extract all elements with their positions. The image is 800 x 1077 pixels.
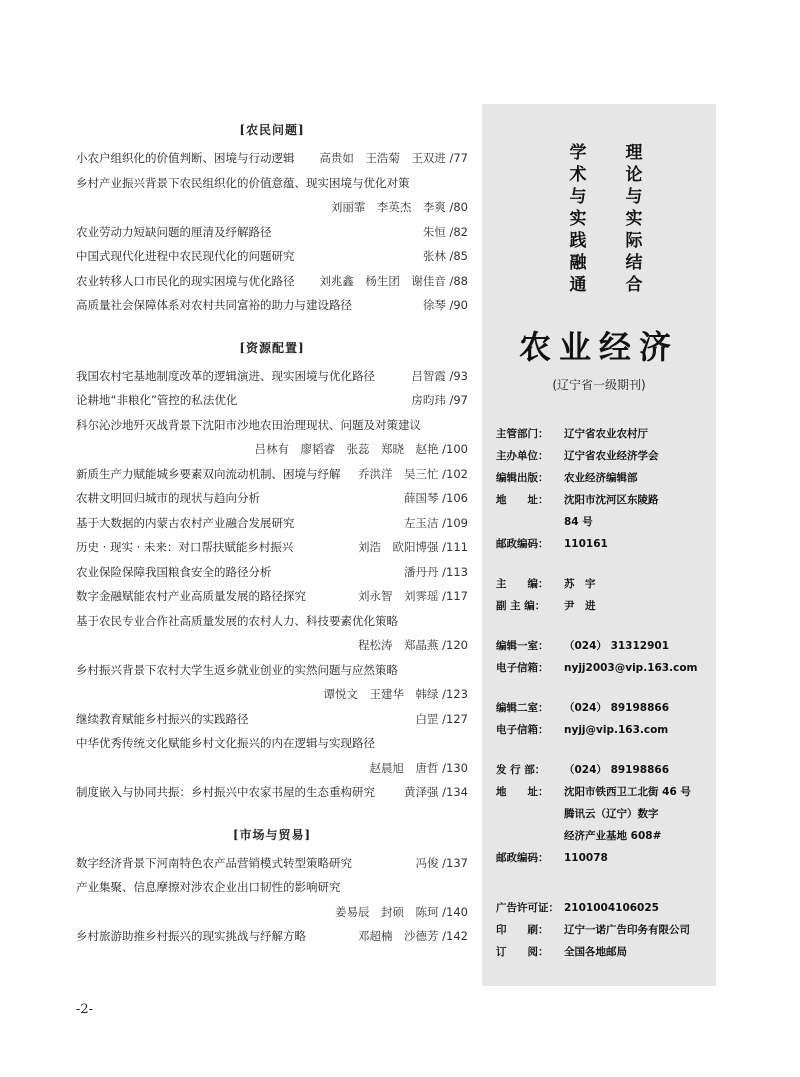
toc-entry[interactable] — [76, 220, 468, 245]
toc-entry[interactable] — [76, 364, 468, 389]
toc-entry[interactable] — [76, 780, 468, 805]
magazine-subtitle: (辽宁省一级期刊) — [552, 378, 646, 392]
entry-title: 新质生产力赋能城乡要素双向流动机制、困境与纾解 — [76, 466, 341, 481]
entry-page: /111 — [442, 540, 468, 554]
section-title: [资源配置] — [239, 340, 305, 355]
info-row — [496, 638, 669, 653]
info-value: （024） 31312901 — [564, 640, 670, 652]
info-label: 主管部门： — [496, 428, 549, 440]
entry-title: 制度嵌入与协同共振：乡村振兴中农家书屋的生态重构研究 — [76, 785, 375, 799]
entry-authors: 冯俊 — [415, 855, 439, 870]
magazine-title: 农业经济 — [518, 328, 679, 366]
toc-entry[interactable] — [76, 171, 468, 220]
entry-page: /77 — [449, 151, 468, 165]
info-row — [496, 598, 596, 613]
entry-title: 论耕地“非粮化”管控的私法优化 — [76, 393, 238, 407]
info-label: 副 主 编： — [496, 600, 546, 612]
info-row — [496, 536, 608, 551]
info-row — [496, 470, 638, 485]
entry-page: /130 — [442, 760, 468, 775]
info-value: nyjj2003@vip.163.com — [564, 662, 698, 674]
toc-entry[interactable] — [76, 269, 468, 294]
info-label: 邮政编码： — [496, 538, 549, 550]
entry-authors: 张林 — [422, 249, 446, 263]
entry-authors: 吕智霞 — [411, 368, 446, 383]
entry-page: /142 — [442, 929, 468, 943]
toc-entry[interactable] — [76, 609, 468, 658]
toc-entry[interactable] — [76, 462, 468, 487]
entry-title: 乡村旅游助推乡村振兴的现实挑战与纾解方略 — [76, 929, 306, 943]
entry-authors: 刘兆鑫 杨生团 谢佳音 — [319, 273, 446, 288]
entry-page: /137 — [442, 855, 468, 870]
entry-page: /127 — [442, 711, 468, 726]
entry-authors: 邓超楠 沙德芳 — [358, 929, 439, 943]
toc-entry[interactable] — [76, 924, 468, 949]
entry-page: /102 — [442, 466, 468, 481]
entry-authors: 左玉洁 — [404, 515, 439, 530]
entry-title: 产业集聚、信息摩擦对涉农企业出口韧性的影响研究 — [76, 880, 341, 894]
info-value: 农业经济编辑部 — [564, 472, 638, 484]
entry-page: /93 — [449, 368, 468, 383]
entry-title: 基于农民专业合作社高质量发展的农村人力、科技要素优化策略 — [76, 613, 398, 628]
info-value: 腾讯云（辽宁）数字 — [564, 808, 659, 820]
entry-authors: 白罡 — [415, 711, 439, 726]
table-of-contents — [76, 120, 468, 949]
entry-authors: 赵晨旭 唐哲 — [369, 760, 439, 775]
info-label: 电子信箱： — [496, 724, 549, 736]
entry-authors: 高贵如 王浩菊 王双进 — [319, 151, 446, 165]
info-value: nyjj@vip.163.com — [564, 724, 669, 736]
toc-entry[interactable] — [76, 511, 468, 536]
info-value: 110161 — [564, 538, 608, 550]
info-label: 主 编： — [496, 578, 549, 590]
entry-page: /97 — [449, 393, 468, 407]
entry-page: /100 — [442, 442, 468, 456]
info-value: 2101004106025 — [564, 902, 659, 914]
toc-entry[interactable] — [76, 707, 468, 732]
info-row — [496, 722, 668, 737]
toc-entry[interactable] — [76, 486, 468, 511]
entry-authors: 潘丹丹 — [404, 564, 439, 579]
info-label: 邮政编码： — [496, 852, 549, 864]
info-value: （024） 89198866 — [564, 702, 670, 714]
info-value: 经济产业基地 608# — [564, 830, 662, 842]
section-title: [市场与贸易] — [232, 827, 312, 842]
toc-entry[interactable] — [76, 535, 468, 560]
page-number: -2- — [76, 1002, 94, 1017]
entry-title: 小农户组织化的价值判断、困境与行动逻辑 — [76, 151, 295, 165]
entry-authors: 刘丽霏 李英杰 李爽 — [330, 200, 446, 214]
toc-entry[interactable] — [76, 388, 468, 413]
entry-page: /80 — [449, 200, 468, 214]
info-row — [496, 660, 697, 675]
info-value: （024） 89198866 — [564, 764, 670, 776]
info-row — [496, 922, 690, 937]
entry-authors: 程松涛 郑晶燕 — [358, 638, 439, 652]
entry-page: /134 — [442, 785, 468, 799]
magazine-info-panel — [482, 104, 716, 986]
entry-authors: 房昀玮 — [411, 393, 446, 407]
info-label: 地 址： — [496, 786, 549, 798]
entry-title: 数字经济背景下河南特色农产品营销模式转型策略研究 — [76, 855, 352, 870]
entry-page: /106 — [442, 491, 468, 505]
entry-authors: 朱恒 — [422, 224, 446, 239]
info-row — [496, 850, 608, 865]
info-row — [496, 900, 659, 915]
toc-entry[interactable] — [76, 731, 468, 780]
entry-page: /109 — [442, 515, 468, 530]
info-row — [496, 576, 596, 591]
entry-title: 继续教育赋能乡村振兴的实践路径 — [76, 711, 249, 726]
info-row — [496, 492, 659, 507]
entry-page: /123 — [442, 687, 468, 701]
info-value: 全国各地邮局 — [564, 946, 627, 958]
entry-page: /120 — [442, 638, 468, 652]
entry-authors: 刘浩 欧阳博强 — [358, 540, 439, 554]
info-value: 尹 进 — [564, 600, 596, 612]
toc-entry[interactable] — [76, 875, 468, 924]
entry-authors: 徐琴 — [422, 298, 446, 312]
toc-entry[interactable] — [76, 851, 468, 876]
entry-page: /82 — [449, 224, 468, 239]
info-row — [496, 784, 691, 799]
info-label: 广告许可证： — [496, 902, 559, 914]
entry-title: 基于大数据的内蒙古农村产业融合发展研究 — [76, 515, 295, 530]
entry-authors: 谭悦文 王建华 韩绿 — [323, 687, 439, 701]
toc-entry[interactable] — [76, 146, 468, 171]
entry-authors: 吕林有 廖韬睿 张蕊 郑晓 赵艳 — [254, 442, 439, 456]
info-value: 沈阳市铁西卫工北街 46 号 — [564, 786, 691, 798]
entry-page: /85 — [449, 249, 468, 263]
info-row — [496, 448, 659, 463]
info-row — [496, 762, 669, 777]
toc-entry[interactable] — [76, 293, 468, 318]
entry-title: 农业劳动力短缺问题的厘清及纾解路径 — [76, 224, 272, 239]
entry-title: 农耕文明回归城市的现状与趋向分析 — [76, 491, 260, 505]
info-label: 印 刷： — [496, 924, 549, 936]
entry-title: 乡村产业振兴背景下农民组织化的价值意蕴、现实困境与优化对策 — [76, 175, 410, 190]
entry-title: 数字金融赋能农村产业高质量发展的路径探究 — [76, 589, 306, 603]
entry-page: /88 — [449, 273, 468, 288]
info-label: 订 阅： — [496, 946, 549, 958]
entry-title: 科尔沁沙地歼灭战背景下沈阳市沙地农田治理现状、问题及对策建议 — [76, 417, 421, 432]
toc-entry[interactable] — [76, 413, 468, 462]
entry-authors: 薛国琴 — [404, 491, 439, 505]
entry-page: /113 — [442, 564, 468, 579]
entry-title: 农业转移人口市民化的现实困境与优化路径 — [76, 273, 295, 288]
entry-authors: 姜易辰 封硕 陈珂 — [335, 904, 439, 919]
info-label: 编辑一室： — [496, 640, 549, 652]
entry-title: 中华优秀传统文化赋能乡村文化振兴的内在逻辑与实现路径 — [76, 736, 375, 750]
info-label: 主办单位： — [496, 450, 549, 462]
entry-authors: 黄泽强 — [404, 785, 439, 799]
entry-title: 我国农村宅基地制度改革的逻辑演进、现实困境与优化路径 — [76, 368, 375, 383]
info-value: 辽宁省农业经济学会 — [564, 450, 659, 462]
info-row — [496, 426, 648, 441]
entry-page: /140 — [442, 904, 468, 919]
info-row — [496, 944, 627, 959]
slogan-right: 理 论 与 实 际 结 合 — [625, 143, 643, 295]
entry-title: 乡村振兴背景下农村大学生返乡就业创业的实然问题与应然策略 — [76, 662, 398, 677]
info-value: 苏 宇 — [564, 578, 596, 590]
info-row — [496, 514, 593, 529]
info-label: 编辑出版： — [496, 472, 549, 484]
toc-entry[interactable] — [76, 584, 468, 609]
info-value: 辽宁一诺广告印务有限公司 — [564, 924, 690, 936]
info-value: 沈阳市沈河区东陵路 — [564, 494, 659, 506]
info-label: 编辑二室： — [496, 702, 549, 714]
info-value: 110078 — [564, 852, 608, 864]
info-label: 电子信箱： — [496, 662, 549, 674]
entry-title: 历史 · 现实 · 未来：对口帮扶赋能乡村振兴 — [76, 540, 294, 554]
section-title: [农民问题] — [239, 123, 305, 137]
info-value: 辽宁省农业农村厅 — [564, 428, 648, 440]
info-row — [496, 828, 661, 843]
info-label: 发 行 部： — [496, 764, 546, 776]
info-value: 84 号 — [564, 516, 593, 528]
entry-page: /90 — [449, 298, 468, 312]
toc-entry[interactable] — [76, 658, 468, 707]
slogan-left: 学 术 与 实 践 融 通 — [569, 143, 587, 295]
info-row — [496, 806, 659, 821]
entry-title: 中国式现代化进程中农民现代化的问题研究 — [76, 249, 295, 263]
info-label: 地 址： — [496, 494, 549, 506]
entry-title: 高质量社会保障体系对农村共同富裕的助力与建设路径 — [76, 298, 352, 312]
entry-authors: 乔洪洋 吴三忙 — [358, 466, 439, 481]
entry-page: /117 — [442, 589, 468, 603]
toc-entry[interactable] — [76, 244, 468, 269]
entry-title: 农业保险保障我国粮食安全的路径分析 — [76, 564, 272, 579]
entry-authors: 刘永智 刘霁瑶 — [358, 589, 439, 603]
info-row — [496, 700, 669, 715]
toc-entry[interactable] — [76, 560, 468, 585]
